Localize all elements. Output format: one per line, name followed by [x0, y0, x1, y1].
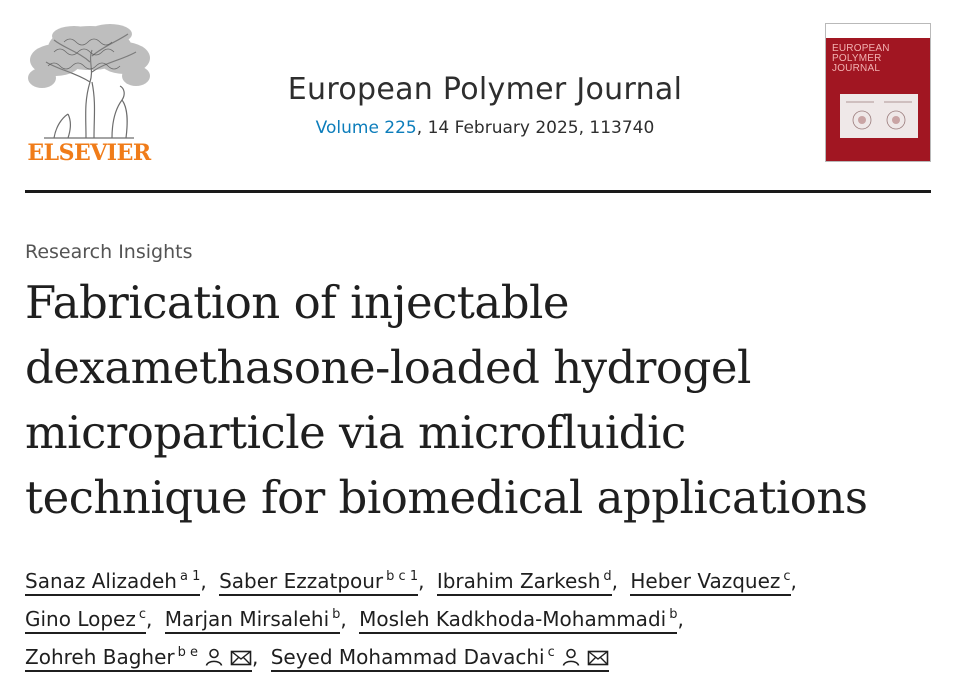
author-name: Heber Vazquez — [630, 569, 781, 593]
journal-info — [180, 70, 790, 142]
elsevier-wordmark: ELSEVIER — [27, 140, 151, 166]
article-title — [25, 270, 930, 530]
author-entry — [630, 569, 803, 593]
author-name: Ibrahim Zarkesh — [436, 569, 601, 593]
author-link[interactable] — [271, 645, 609, 672]
email-icon — [587, 649, 609, 667]
journal-issue-line — [180, 114, 790, 142]
author-separator: , — [252, 645, 259, 669]
author-link[interactable] — [630, 569, 790, 596]
author-affiliation: c — [783, 569, 791, 585]
author-entry — [25, 607, 158, 631]
author-separator: , — [790, 569, 797, 593]
author-affiliation: b e — [177, 645, 198, 661]
email-icon — [230, 649, 252, 667]
issue-date-and-number: , 14 February 2025, 113740 — [416, 118, 655, 138]
author-link[interactable] — [359, 607, 677, 634]
person-icon — [561, 647, 581, 667]
author-affiliation: b — [332, 607, 341, 623]
article-title-line: dexamethasone-loaded hydrogel — [25, 341, 751, 394]
author-affiliation: a 1 — [179, 569, 201, 585]
author-link[interactable] — [25, 569, 200, 596]
article-title-line: Fabrication of injectable — [25, 276, 570, 329]
author-affiliation: c — [138, 607, 147, 623]
article-type-label: Research Insights — [25, 241, 193, 263]
author-link[interactable] — [219, 569, 418, 596]
journal-cover-thumbnail[interactable] — [825, 23, 931, 162]
article-title-line: technique for biomedical applications — [25, 471, 868, 524]
cover-top-band — [826, 24, 930, 38]
author-entry — [25, 645, 264, 669]
author-entry — [25, 569, 213, 593]
author-link[interactable] — [165, 607, 341, 634]
author-name: Sanaz Alizadeh — [25, 569, 177, 593]
elsevier-logo[interactable] — [24, 22, 154, 165]
author-link[interactable] — [25, 645, 252, 672]
author-link[interactable] — [25, 607, 146, 634]
cover-title-line: POLYMER — [832, 53, 882, 64]
author-entry — [219, 569, 430, 593]
author-separator: , — [200, 569, 207, 593]
author-affiliation: c — [547, 645, 555, 661]
author-affiliation: b c 1 — [386, 569, 419, 585]
journal-title-link[interactable]: European Polymer Journal — [287, 72, 683, 107]
author-entry — [359, 607, 690, 631]
author-entry — [271, 645, 615, 669]
header-divider — [25, 190, 931, 193]
author-separator: , — [611, 569, 619, 593]
author-entry — [437, 569, 624, 593]
cover-title — [832, 44, 928, 74]
volume-link[interactable]: Volume 225 — [315, 118, 417, 138]
cover-figure — [840, 94, 918, 138]
cover-body — [826, 38, 930, 162]
cover-graphic-icon — [840, 94, 918, 138]
author-entry — [165, 607, 353, 631]
cover-title-line: JOURNAL — [832, 63, 881, 74]
person-icon — [204, 647, 224, 667]
author-affiliation: b — [669, 607, 678, 623]
journal-header — [0, 0, 955, 195]
article-title-line: microparticle via microfluidic — [25, 406, 686, 459]
author-name: Saber Ezzatpour — [219, 569, 384, 593]
author-affiliation: d — [603, 569, 612, 585]
elsevier-tree-icon — [24, 22, 154, 140]
author-separator: , — [418, 569, 425, 593]
author-list — [25, 562, 930, 676]
author-separator: , — [677, 607, 684, 631]
author-name: Seyed Mohammad Davachi — [270, 645, 545, 669]
author-link[interactable] — [437, 569, 612, 596]
author-name: Gino Lopez — [25, 607, 136, 631]
cover-title-line: EUROPEAN — [832, 43, 890, 54]
author-name: Zohreh Bagher — [25, 645, 175, 669]
author-separator: , — [146, 607, 153, 631]
author-name: Mosleh Kadkhoda-Mohammadi — [359, 607, 667, 631]
author-name: Marjan Mirsalehi — [164, 607, 330, 631]
author-separator: , — [340, 607, 347, 631]
